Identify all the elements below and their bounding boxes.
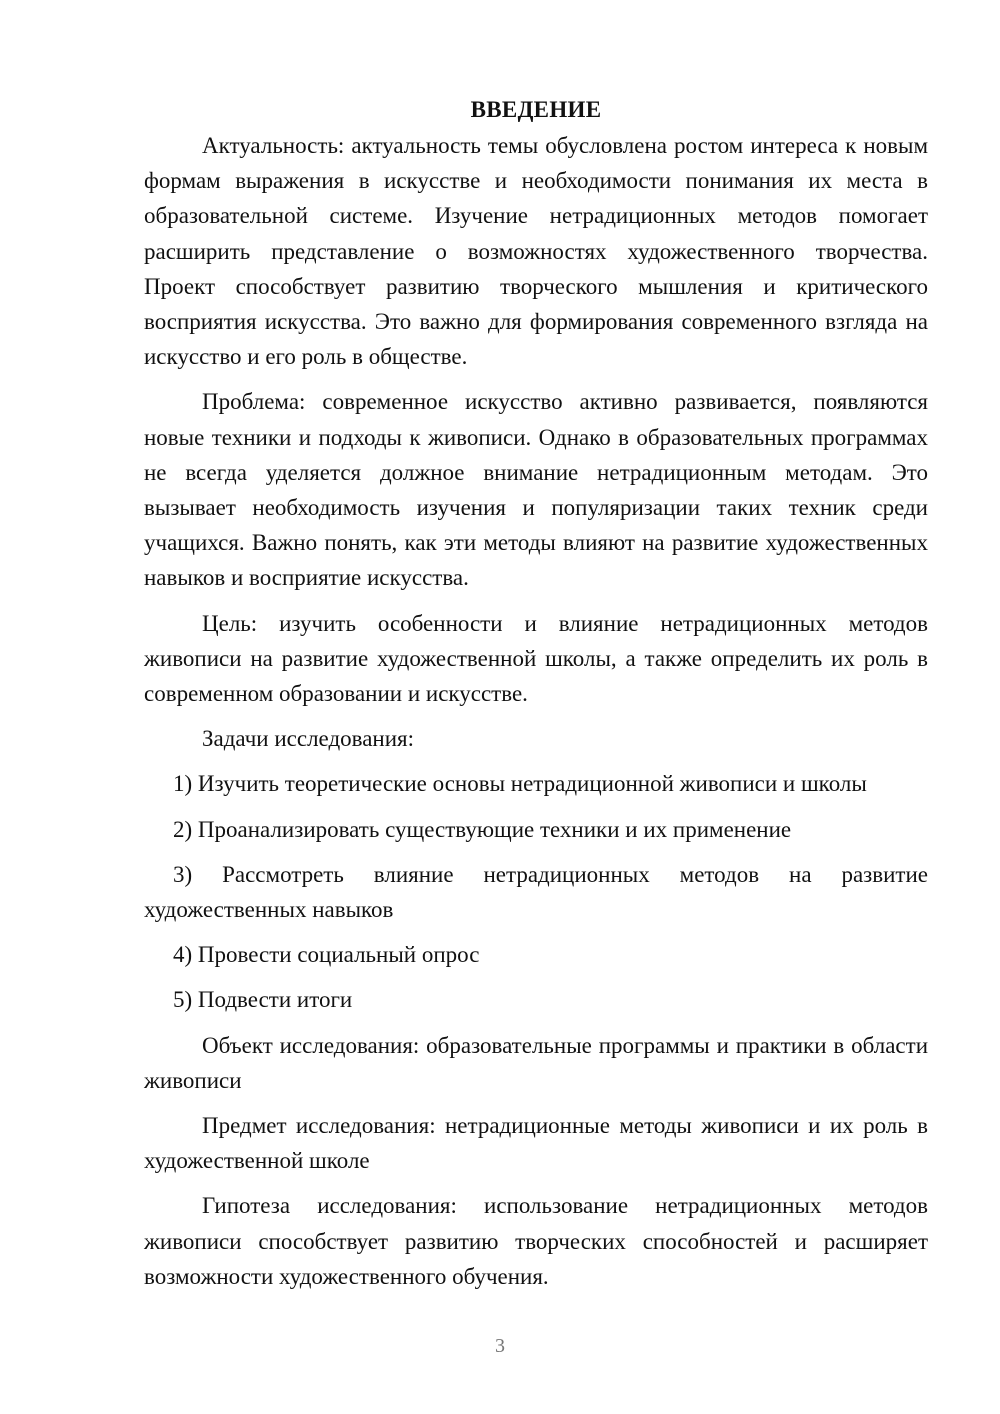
section-title: ВВЕДЕНИЕ — [470, 97, 602, 122]
goal-paragraph: Цель: изучить особенности и влияние нетрадиционных методов живописи на развитие художественной школы, а также определить их роль в современном образовании и искусстве. — [144, 610, 928, 707]
task-item-2: 2) Проанализировать существующие техники и их применение — [173, 816, 792, 842]
task-item-3: 3) Рассмотреть влияние нетрадиционных методов на развитие художественных навыков — [144, 861, 928, 923]
page-content — [144, 92, 928, 1304]
task-item-4: 4) Провести социальный опрос — [173, 942, 480, 968]
task-item-5: 5) Подвести итоги — [173, 987, 353, 1013]
problem-paragraph: Проблема: современное искусство активно развивается, появляются новые техники и подходы к живописи. Однако в образовательных программах не всегда уделяется должное внимание нетрадиционным методам. Это вызывает необходимость изучения и популяризации таких техник среди учащихся. Важно понять, как эти методы влияют на развитие художественных навыков и восприятие искусства. — [144, 389, 928, 591]
relevance-paragraph: Актуальность: актуальность темы обусловлена ростом интереса к новым формам выражения в искусстве и необходимости понимания их места в образовательной системе. Изучение нетрадиционных методов помогает расширить представление о возможностях художественного творчества. Проект способствует развитию творческого мышления и критического восприятия искусства. Это важно для формирования современного взгляда на искусство и его роль в обществе. — [144, 133, 928, 370]
page-number: 3 — [495, 1335, 505, 1357]
subject-paragraph: Предмет исследования: нетрадиционные методы живописи и их роль в художественной школе — [144, 1113, 928, 1174]
object-paragraph: Объект исследования: образовательные программы и практики в области живописи — [144, 1032, 928, 1093]
tasks-heading: Задачи исследования: — [202, 726, 415, 752]
task-item-1: 1) Изучить теоретические основы нетрадиционной живописи и школы — [173, 771, 867, 797]
hypothesis-paragraph: Гипотеза исследования: использование нетрадиционных методов живописи способствует развитию творческих способностей и расширяет возможности художественного обучения. — [144, 1193, 928, 1289]
